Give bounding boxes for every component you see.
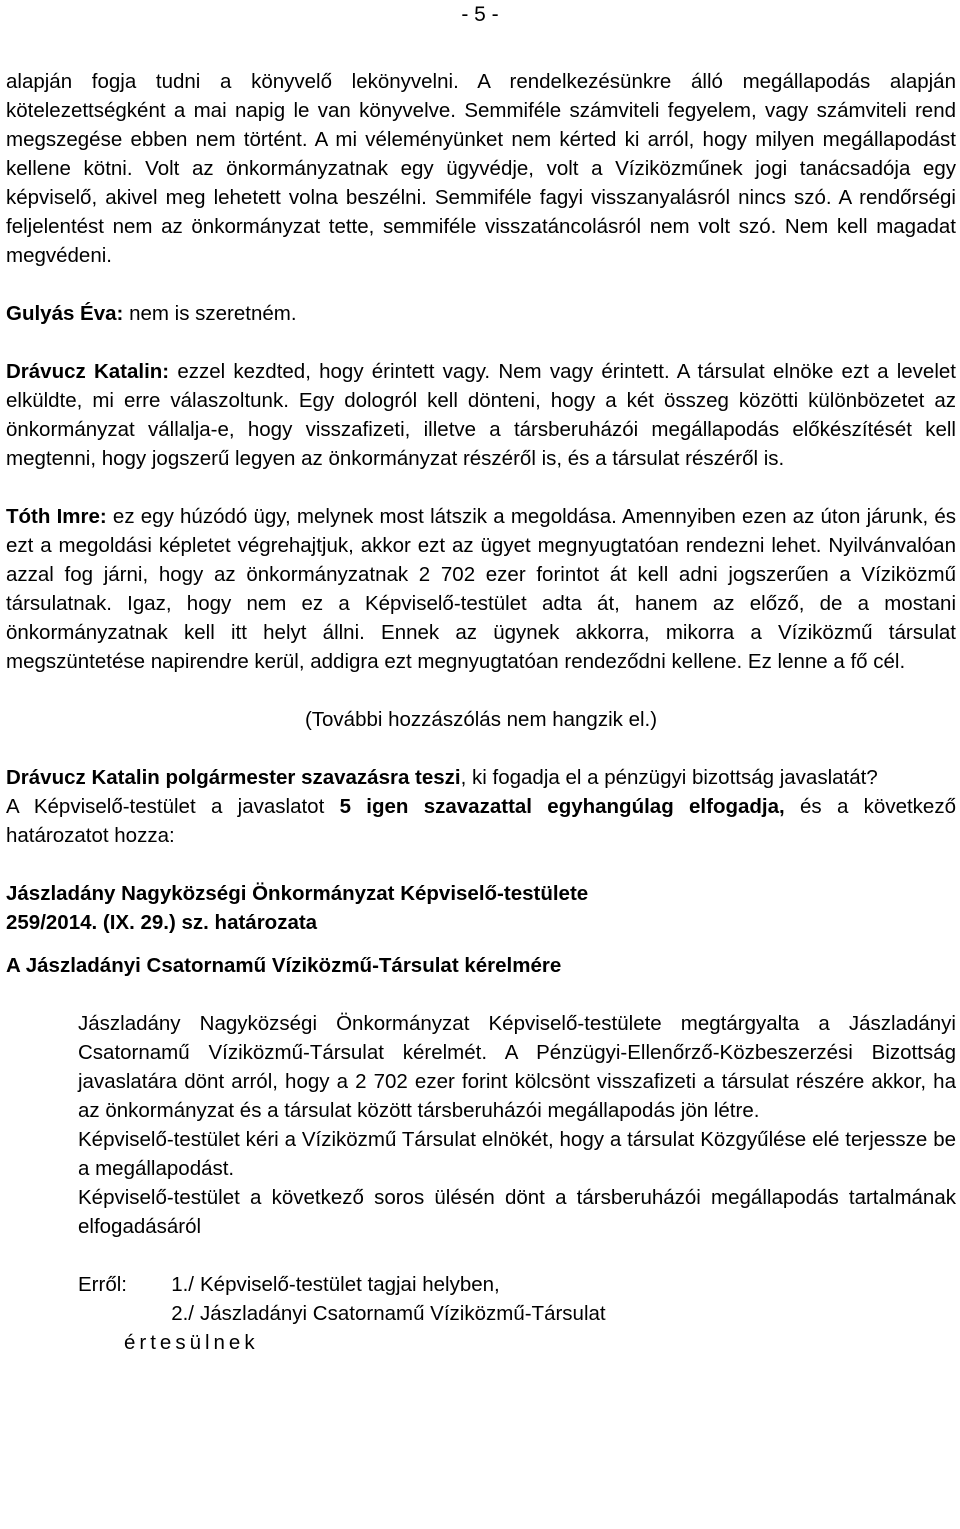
distribution-list (6, 1270, 956, 1357)
no-more-comments: (További hozzászólás nem hangzik el.) (304, 708, 658, 731)
resolution-text-2: Képviselő-testület kéri a Víziközmű Társulat elnökét, hogy a társulat Közgyűlése elé terjessze be a megállapodást. (78, 1128, 956, 1180)
speaker-text: ezzel kezdted, hogy érintett vagy. Nem vagy érintett. A társulat elnöke ezt a levelet elküldte, mi erre válaszoltunk. Egy dologról kell dönteni, hogy a két összeg közötti különbözetet az önkormányzat vállalja-e, hogy visszafizeti, illetve a társberuházói megállapodás előkészítését kell megtenni, hogy jogszerű legyen az önkormányzat részéről is, és a társulat részéről is. (6, 360, 956, 470)
speaker-name: Tóth Imre: (6, 505, 107, 528)
paragraph-vote-call (6, 763, 956, 792)
resolution-body-name: Jászladány Nagyközségi Önkormányzat Képviselő-testülete (6, 882, 589, 905)
speaker-name: Drávucz Katalin: (6, 360, 170, 383)
speaker-name: Gulyás Éva: (6, 302, 124, 325)
resolution-number: 259/2014. (IX. 29.) sz. határozata (6, 911, 318, 934)
list-item-number: 2./ (171, 1302, 194, 1325)
vote-call-text: , ki fogadja el a pénzügyi bizottság javaslatát? (460, 766, 878, 789)
vote-result-post: és a következő határozatot hozza: (6, 795, 956, 847)
speaker-text: nem is szeretném. (123, 302, 297, 325)
list-item-text: Képviselő-testület tagjai helyben, (200, 1273, 500, 1296)
paragraph-dravucz (6, 357, 956, 473)
page-number: - 5 - (461, 3, 499, 26)
list-item-number: 1./ (171, 1273, 194, 1296)
list-item-text: Jászladányi Csatornamű Víziközmű-Társulat (200, 1302, 606, 1325)
list-item (6, 1270, 956, 1299)
resolution-text-1: Jászladány Nagyközségi Önkormányzat Képviselő-testülete megtárgyalta a Jászladányi Csatornamű Víziközmű-Társulat kérelmét. A Pénzügyi-Ellenőrző-Közbeszerzési Bizottság javaslatára dönt arról, hogy a 2 702 ezer forint kölcsönt visszafizeti a társulat részére akkor, ha az önkormányzat és a társulat között társberuházói megállapodás jön létre. (78, 1012, 956, 1122)
paragraph-vote-result (6, 792, 956, 850)
paragraph-intro: alapján fogja tudni a könyvelő lekönyvelni. A rendelkezésünkre álló megállapodás alapján kötelezettségként a mai napig le van könyvelve. Semmiféle számviteli fegyelem, vagy számviteli rend megszegése ebben nem történt. A mi véleményünket nem kérted ki arról, hogy milyen megállapodást kellene kötni. Volt az önkormányzatnak egy ügyvédje, volt a Víziközműnek jogi tanácsadója egy képviselő, akivel meg lehetett volna beszélni. Semmiféle fagyi visszanyalásról nincs szó. A rendőrségi feljelentést nem az önkormányzat tette, semmiféle visszatáncolásról nem volt szó. Nem kell magadat megvédeni. (6, 70, 956, 267)
distribution-label: Erről: (78, 1273, 127, 1296)
vote-call-bold: Drávucz Katalin polgármester szavazásra teszi (6, 766, 461, 789)
speaker-text: ez egy húzódó ügy, melynek most látszik a megoldása. Amennyiben ezen az úton járunk, és ezt a megoldási képletet végrehajtjuk, akkor ezt az ügyet megnyugtatóan rendezni lehet. Nyilvánvalóan azzal fog járni, hogy az önkormányzatnak 2 702 ezer forintot át kell adni jogszerűen a Víziközmű társulatnak. Igaz, hogy nem ez a Képviselő-testület adta át, hanem az előző, de a mostani önkormányzatnak kell itt helyt állni. Ennek az ügynek akkorra, mikorra a Víziközmű társulat megszüntetése napirendre kerül, addigra ezt megnyugtatóan rendeződni kellene. Ez lenne a fő cél. (6, 505, 957, 673)
list-item (6, 1299, 956, 1328)
resolution-text-3: Képviselő-testület a következő soros ülésén dönt a társberuházói megállapodás tartalmának elfogadásáról (78, 1186, 956, 1238)
paragraph-gulyas (6, 299, 956, 328)
vote-result-pre: A Képviselő-testület a javaslatot (6, 795, 340, 818)
resolution-subject: A Jászladányi Csatornamű Víziközmű-Társulat kérelmére (6, 954, 562, 977)
paragraph-toth (6, 502, 956, 676)
vote-result-bold: 5 igen szavazattal egyhangúlag elfogadja, (339, 795, 785, 818)
list-lead-spacer (6, 1299, 156, 1328)
notify-text: értesülnek (124, 1331, 259, 1354)
document-body (6, 67, 956, 1357)
